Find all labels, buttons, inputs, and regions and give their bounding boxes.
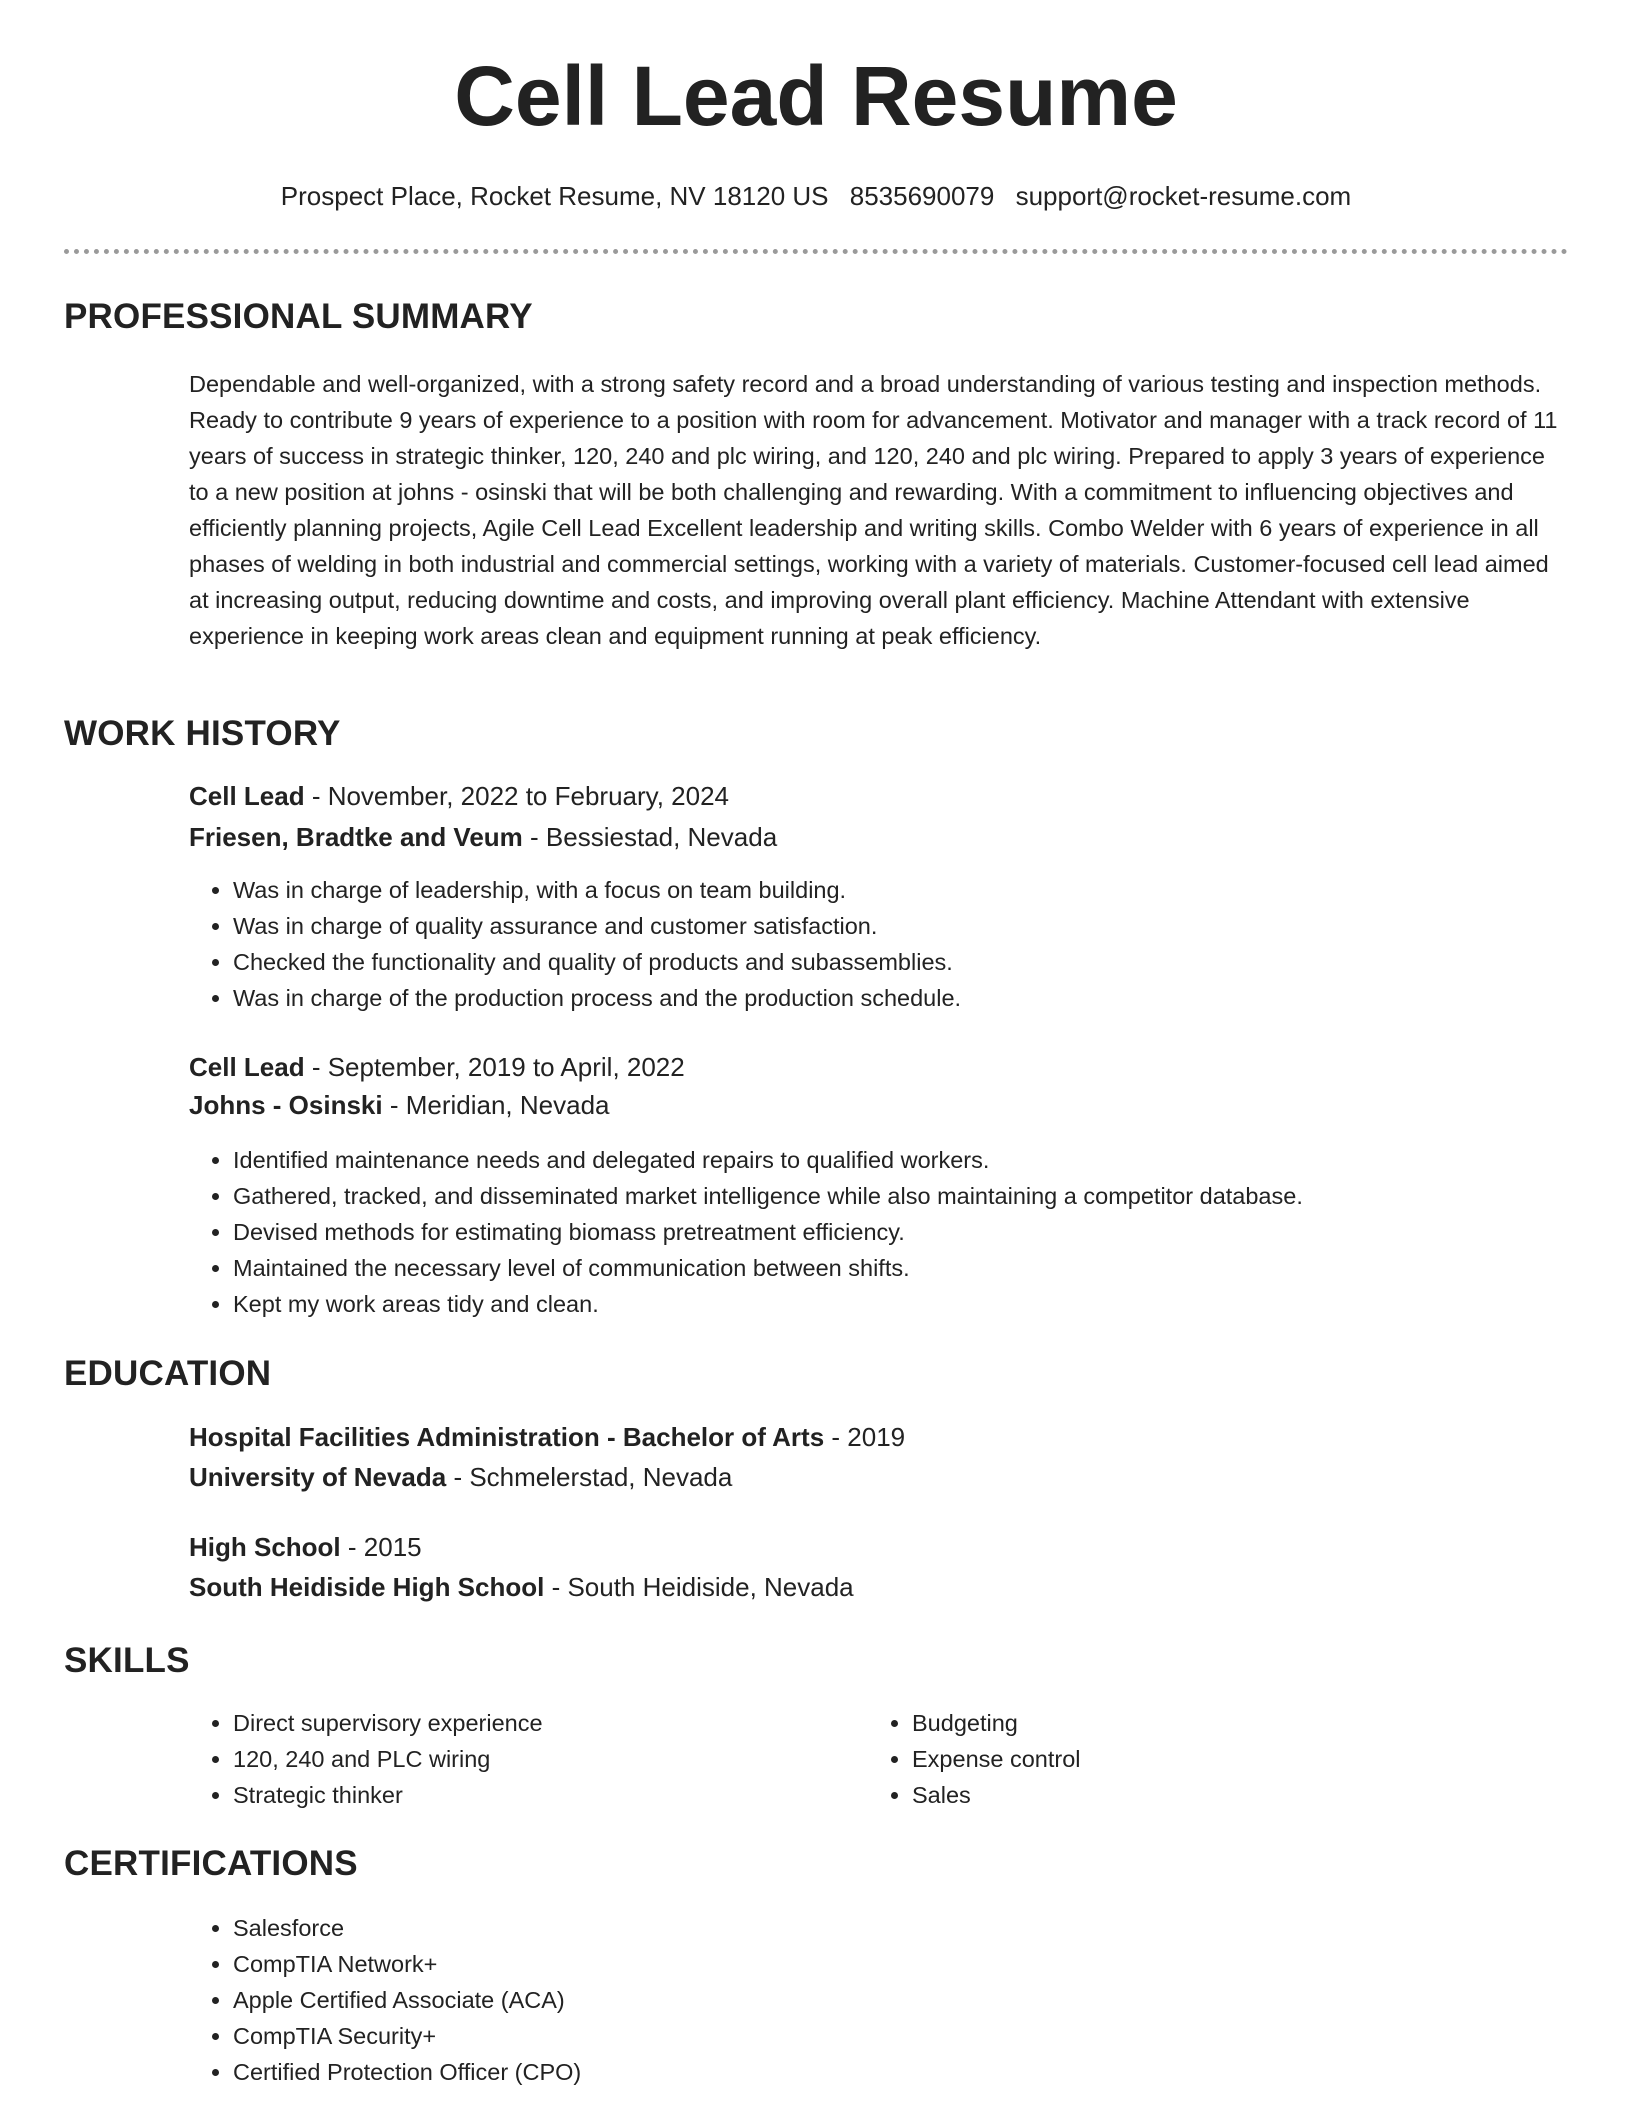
skills-list-left xyxy=(189,1705,543,1813)
list-item: • Certified Protection Officer (CPO) xyxy=(233,2054,581,2090)
education-1-year: - 2019 xyxy=(824,1422,906,1452)
education-2-school-line xyxy=(189,1571,854,1603)
list-item: • Kept my work areas tidy and clean. xyxy=(233,1286,1303,1322)
contact-line xyxy=(0,181,1632,212)
job-2-company-line xyxy=(189,1089,610,1121)
education-2-location: - South Heidiside, Nevada xyxy=(544,1572,854,1602)
list-item: • CompTIA Network+ xyxy=(233,1946,581,1982)
work-history-heading: WORK HISTORY xyxy=(64,714,341,753)
certifications-heading: CERTIFICATIONS xyxy=(64,1844,358,1883)
education-2-degree: High School xyxy=(189,1532,341,1562)
summary-text: Dependable and well-organized, with a strong safety record and a broad understanding of various testing and inspection methods. Ready to contribute 9 years of experience to a position with room for advancement. Motivator and manager with a track record of 11 years of success in strategic thinker, 120, 240 and plc wiring, and 120, 240 and plc wiring. Prepared to apply 3 years of experience to a new position at johns - osinski that will be both challenging and rewarding. With a commitment to influencing objectives and efficiently planning projects, Agile Cell Lead Excellent leadership and writing skills. Combo Welder with 6 years of experience in all phases of welding in both industrial and commercial settings, working with a variety of materials. Customer-focused cell lead aimed at increasing output, reducing downtime and costs, and improving overall plant efficiency. Machine Attendant with extensive experience in keeping work areas clean and equipment running at peak efficiency. xyxy=(189,371,1558,649)
skills-heading: SKILLS xyxy=(64,1641,190,1680)
summary-heading: PROFESSIONAL SUMMARY xyxy=(64,297,533,336)
list-item: • Devised methods for estimating biomass pretreatment efficiency. xyxy=(233,1214,1303,1250)
list-item: • Expense control xyxy=(912,1741,1081,1777)
job-2-title-line xyxy=(189,1051,685,1083)
job-2-location: - Meridian, Nevada xyxy=(382,1090,610,1120)
list-item: • Was in charge of leadership, with a focus on team building. xyxy=(233,872,961,908)
resume-title: Cell Lead Resume xyxy=(454,49,1178,143)
list-item: • Maintained the necessary level of communication between shifts. xyxy=(233,1250,1303,1286)
education-2-school: South Heidiside High School xyxy=(189,1572,545,1602)
job-1-location: - Bessiestad, Nevada xyxy=(522,822,778,852)
education-1-school: University of Nevada xyxy=(189,1462,447,1492)
list-item: • 120, 240 and PLC wiring xyxy=(233,1741,543,1777)
job-1-company-line xyxy=(189,821,777,853)
job-1-bullets xyxy=(189,872,961,1016)
job-2-company: Johns - Osinski xyxy=(189,1090,383,1120)
contact-address: Prospect Place, Rocket Resume, NV 18120 US xyxy=(280,181,829,211)
list-item: • Apple Certified Associate (ACA) xyxy=(233,1982,581,2018)
job-1-dates: - November, 2022 to February, 2024 xyxy=(304,781,730,811)
list-item: • Sales xyxy=(912,1777,1081,1813)
header-divider xyxy=(64,249,1568,254)
education-2-year: - 2015 xyxy=(340,1532,422,1562)
certifications-list xyxy=(189,1910,581,2090)
list-item: • Direct supervisory experience xyxy=(233,1705,543,1741)
list-item: • Was in charge of quality assurance and customer satisfaction. xyxy=(233,908,961,944)
job-2-dates: - September, 2019 to April, 2022 xyxy=(304,1052,685,1082)
list-item: • Strategic thinker xyxy=(233,1777,543,1813)
list-item: • Was in charge of the production process and the production schedule. xyxy=(233,980,961,1016)
list-item: • Salesforce xyxy=(233,1910,581,1946)
contact-email: support@rocket-resume.com xyxy=(1015,181,1352,211)
list-item: • Identified maintenance needs and delegated repairs to qualified workers. xyxy=(233,1142,1303,1178)
list-item: • Budgeting xyxy=(912,1705,1081,1741)
job-2-title: Cell Lead xyxy=(189,1052,305,1082)
education-1-school-line xyxy=(189,1461,732,1493)
job-2-bullets xyxy=(189,1142,1303,1322)
education-2-degree-line xyxy=(189,1531,422,1563)
skills-list-right xyxy=(868,1705,1081,1813)
job-1-title-line xyxy=(189,780,729,812)
education-1-degree-line xyxy=(189,1421,905,1453)
education-1-location: - Schmelerstad, Nevada xyxy=(446,1462,733,1492)
list-item: • Checked the functionality and quality of products and subassemblies. xyxy=(233,944,961,980)
job-1-title: Cell Lead xyxy=(189,781,305,811)
list-item: • CompTIA Security+ xyxy=(233,2018,581,2054)
contact-phone: 8535690079 xyxy=(849,181,995,211)
education-1-degree: Hospital Facilities Administration - Bachelor of Arts xyxy=(189,1422,825,1452)
education-heading: EDUCATION xyxy=(64,1354,272,1393)
job-1-company: Friesen, Bradtke and Veum xyxy=(189,822,523,852)
list-item: • Gathered, tracked, and disseminated market intelligence while also maintaining a competitor database. xyxy=(233,1178,1303,1214)
